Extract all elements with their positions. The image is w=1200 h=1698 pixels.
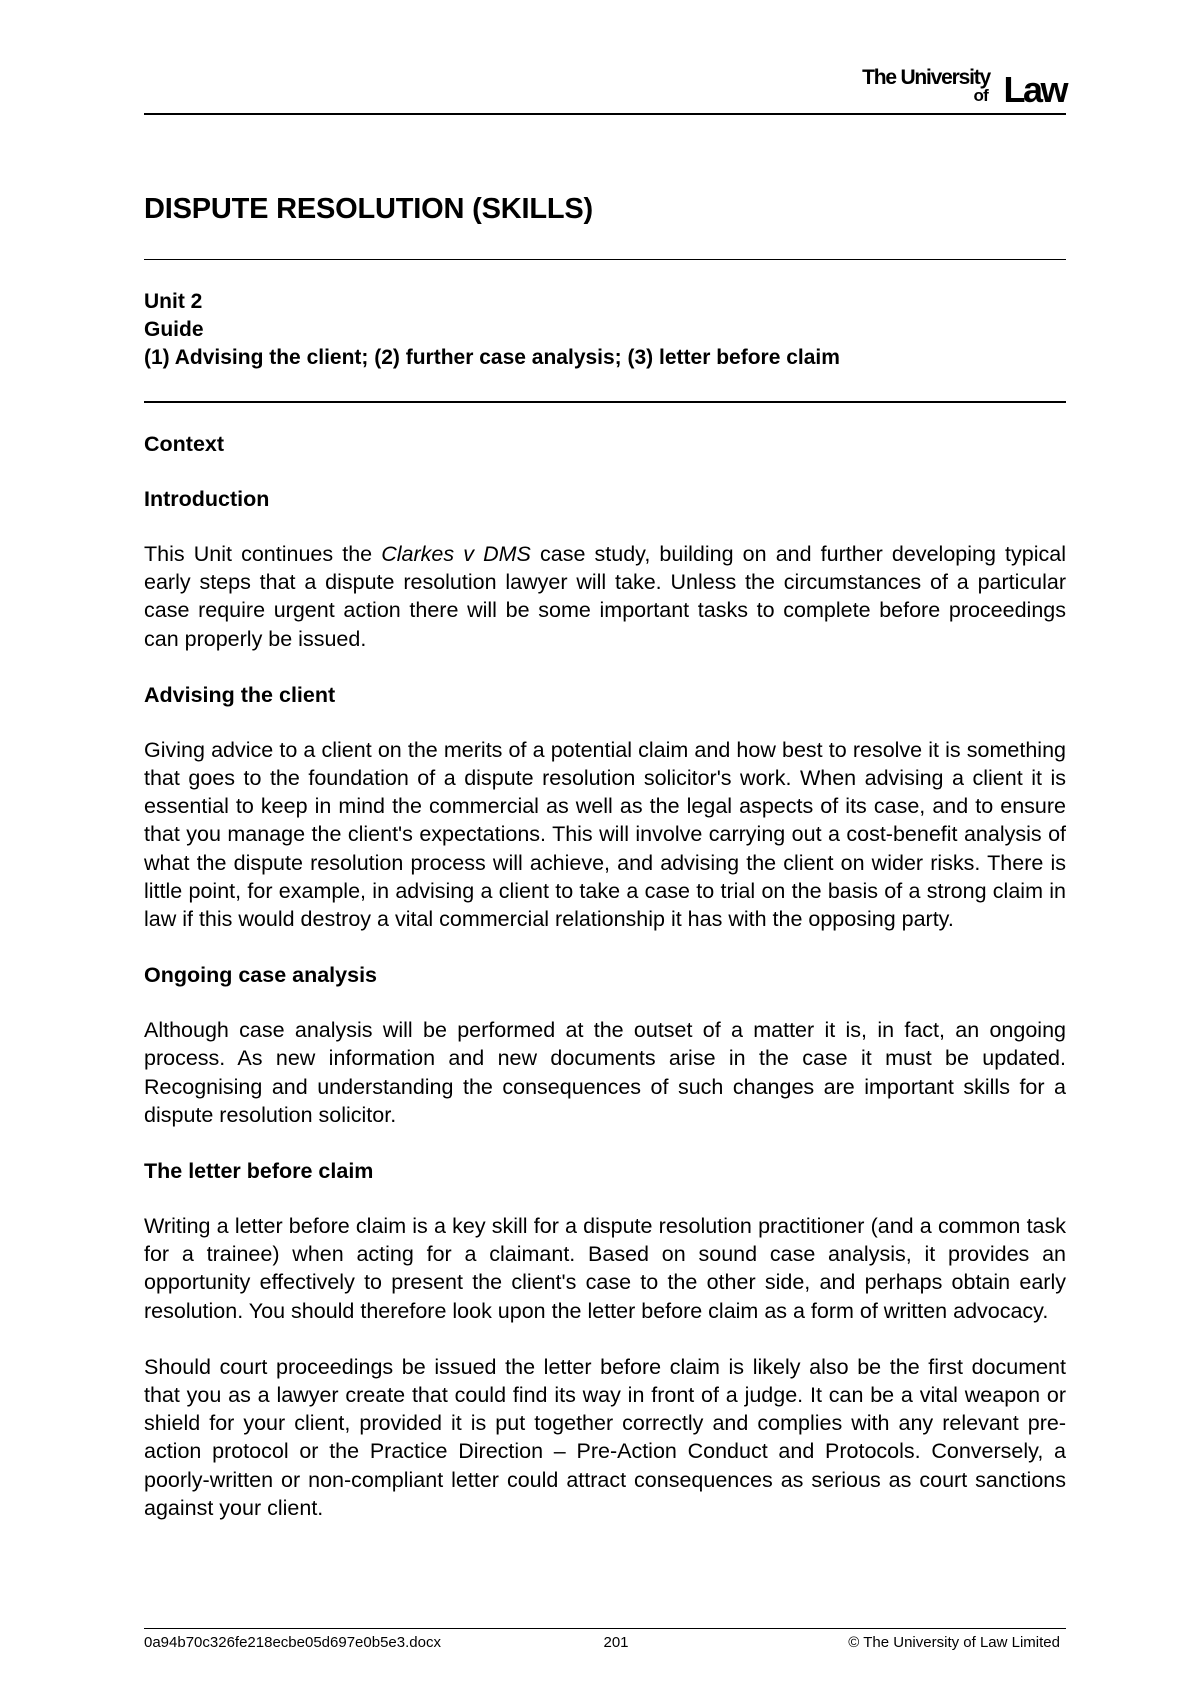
unit-label: Unit 2 (144, 290, 203, 313)
logo-line-2: of (973, 86, 988, 105)
introduction-text-end: case study, building on and further developing typical early steps that a dispute resolution lawyer will take. Unless the circumstances of a particular case require urgent action there will be some important tasks to complete before proceedings can properly be issued. (144, 542, 1066, 651)
advising-paragraph: Giving advice to a client on the merits of a potential claim and how best to resolve it is something that goes to the foundation of a dispute resolution solicitor's work. When advising a client it is essential to keep in mind the commercial as well as the legal aspects of its case, and to ensure that you manage the client's expectations. This will involve carrying out a cost-benefit analysis of what the dispute resolution process will achieve, and advising the client on wider risks. There is little point, for example, in advising a client to take a case to trial on the basis of a strong claim in law if this would destroy a vital commercial relationship it has with the opposing party. (144, 737, 1066, 932)
ongoing-paragraph: Although case analysis will be performed at the outset of a matter it is, in fact, an ongoing process. As new information and new documents arise in the case it must be updated. Recognising and understanding the consequences of such changes are important skills for a dispute resolution solicitor. (144, 1018, 1066, 1127)
advising-heading: Advising the client (144, 682, 336, 707)
unit-rule (144, 401, 1066, 403)
context-heading: Context (144, 432, 225, 456)
university-logo (862, 66, 1066, 110)
introduction-text-start: This Unit continues the (144, 542, 382, 566)
footer-page-number: 201 (603, 1634, 629, 1651)
topics-label: (1) Advising the client; (2) further case analysis; (3) letter before claim (144, 346, 840, 369)
footer-copyright: © The University of Law Limited (848, 1634, 1060, 1651)
title-rule (144, 259, 1066, 260)
guide-label: Guide (144, 318, 204, 341)
letter-heading: The letter before claim (144, 1159, 374, 1184)
page-footer (144, 1633, 1066, 1653)
footer-filename: 0a94b70c326fe218ecbe05d697e0b5e3.docx (144, 1634, 441, 1651)
letter-paragraph-1: Writing a letter before claim is a key skill for a dispute resolution practitioner (and a common task for a trainee) when acting for a claimant. Based on sound case analysis, it provides an opportunity effectively to present the client's case to the other side, and perhaps obtain early resolution. You should therefore look upon the letter before claim as a form of written advocacy. (144, 1214, 1066, 1323)
case-name: Clarkes v DMS (381, 542, 531, 566)
logo-line-1: The University (862, 66, 990, 89)
unit-block (144, 288, 1066, 372)
ongoing-heading: Ongoing case analysis (144, 963, 378, 988)
document-body (144, 430, 1066, 1522)
introduction-paragraph (144, 540, 1066, 653)
logo-line-3: Law (1003, 69, 1066, 110)
document-title: DISPUTE RESOLUTION (SKILLS) (144, 193, 593, 225)
header-rule (144, 113, 1066, 115)
footer-rule (144, 1628, 1066, 1629)
introduction-heading: Introduction (144, 487, 270, 511)
letter-paragraph-2: Should court proceedings be issued the letter before claim is likely also be the first document that you as a lawyer create that could find its way in front of a judge. It can be a vital weapon or shield for your client, provided it is put together correctly and complies with any relevant pre-action protocol or the Practice Direction – Pre-Action Conduct and Protocols. Conversely, a poorly-written or non-compliant letter could attract consequences as serious as court sanctions against your client. (144, 1354, 1066, 1520)
